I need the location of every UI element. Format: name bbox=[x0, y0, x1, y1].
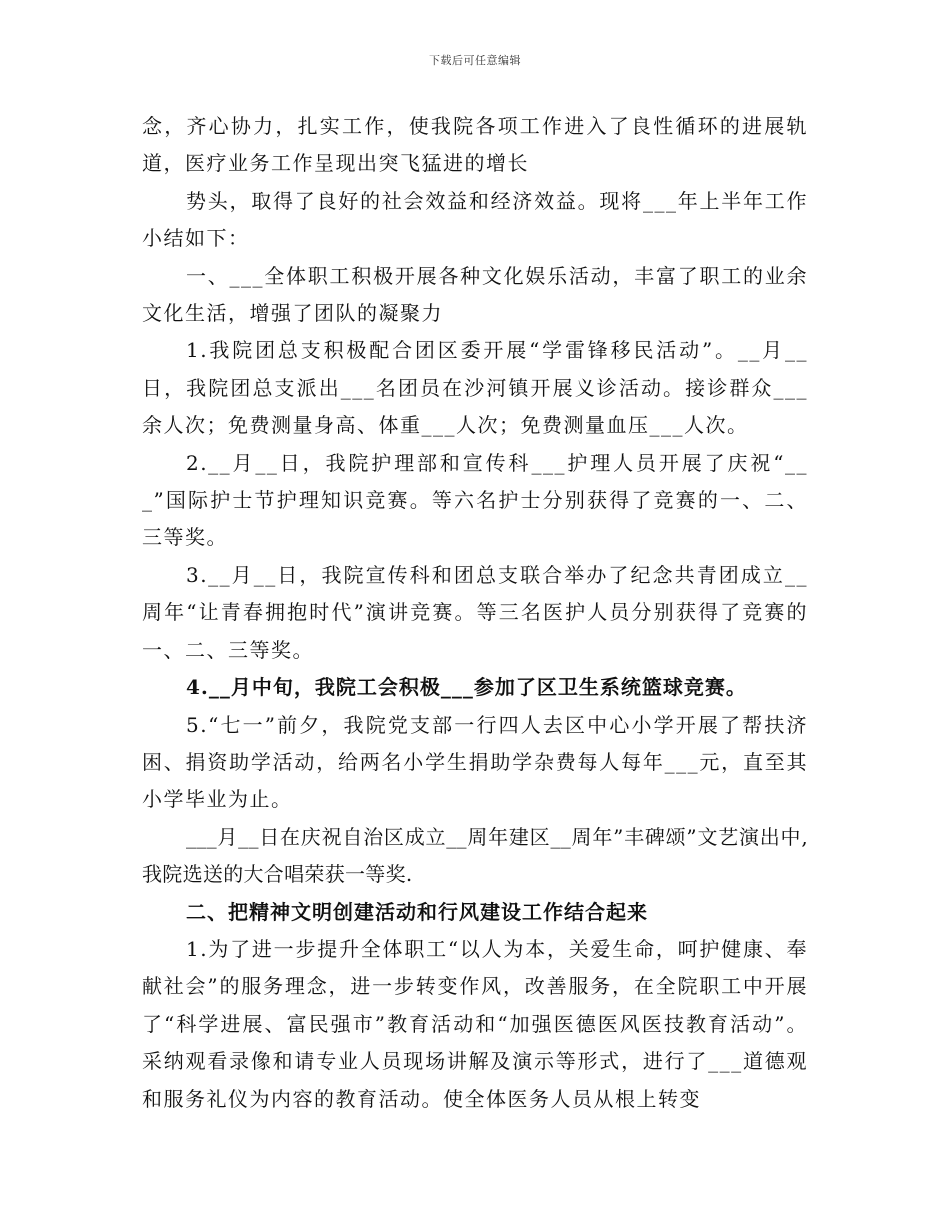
list-item-1: 1.我院团总支积极配合团区委开展“学雷锋移民活动”。__月__日，我院团总支派出___名团员在沙河镇开展义诊活动。接诊群众___余人次；免费测量身高、体重___人次；免费测量血压___人次。 bbox=[142, 338, 808, 438]
paragraph-1: 念，齐心协力，扎实工作，使我院各项工作进入了良性循环的进展轨道，医疗业务工作呈现出突飞猛进的增长 bbox=[142, 114, 808, 176]
document-body bbox=[142, 108, 808, 1118]
list-item-4: 4.__月中旬，我院工会积极___参加了区卫生系统篮球竞赛。 bbox=[186, 675, 747, 700]
page-header-note: 下载后可任意编辑 bbox=[429, 54, 521, 67]
list-item-3: 3.__月__日，我院宣传科和团总支联合举办了纪念共青团成立__周年“让青春拥抱时代”演讲竞赛。等三名医护人员分别获得了竞赛的一、二、三等奖。 bbox=[142, 562, 808, 662]
paragraph-award: ___月__日在庆祝自治区成立__周年建区__周年”丰碑颂”文艺演出中,我院选送的大合唱荣获一等奖. bbox=[142, 824, 808, 887]
section-heading-1: 一、___全体职工积极开展各种文化娱乐活动，丰富了职工的业余文化生活，增强了团队的凝聚力 bbox=[142, 263, 808, 326]
list-item-6: 1.为了进一步提升全体职工“以人为本，关爱生命，呵护健康、奉献社会”的服务理念，进一步转变作风，改善服务，在全院职工中开展了“科学进展、富民强市”教育活动和“加强医德医风医技教育活动”。采纳观看录像和请专业人员现场讲解及演示等形式，进行了___道德观和服务礼仪为内容的教育活动。使全体医务人员从根上转变 bbox=[142, 936, 808, 1111]
paragraph-2: 势头，取得了良好的社会效益和经济效益。现将___年上半年工作小结如下： bbox=[142, 188, 808, 251]
list-item-5: 5.“七一”前夕，我院党支部一行四人去区中心小学开展了帮扶济困、捐资助学活动，给两名小学生捐助学杂费每人每年___元，直至其小学毕业为止。 bbox=[142, 712, 808, 812]
list-item-2: 2.__月__日，我院护理部和宣传科___护理人员开展了庆祝“___”国际护士节护理知识竞赛。等六名护士分别获得了竞赛的一、二、三等奖。 bbox=[142, 450, 808, 550]
section-heading-2: 二、把精神文明创建活动和行风建设工作结合起来 bbox=[186, 899, 648, 924]
